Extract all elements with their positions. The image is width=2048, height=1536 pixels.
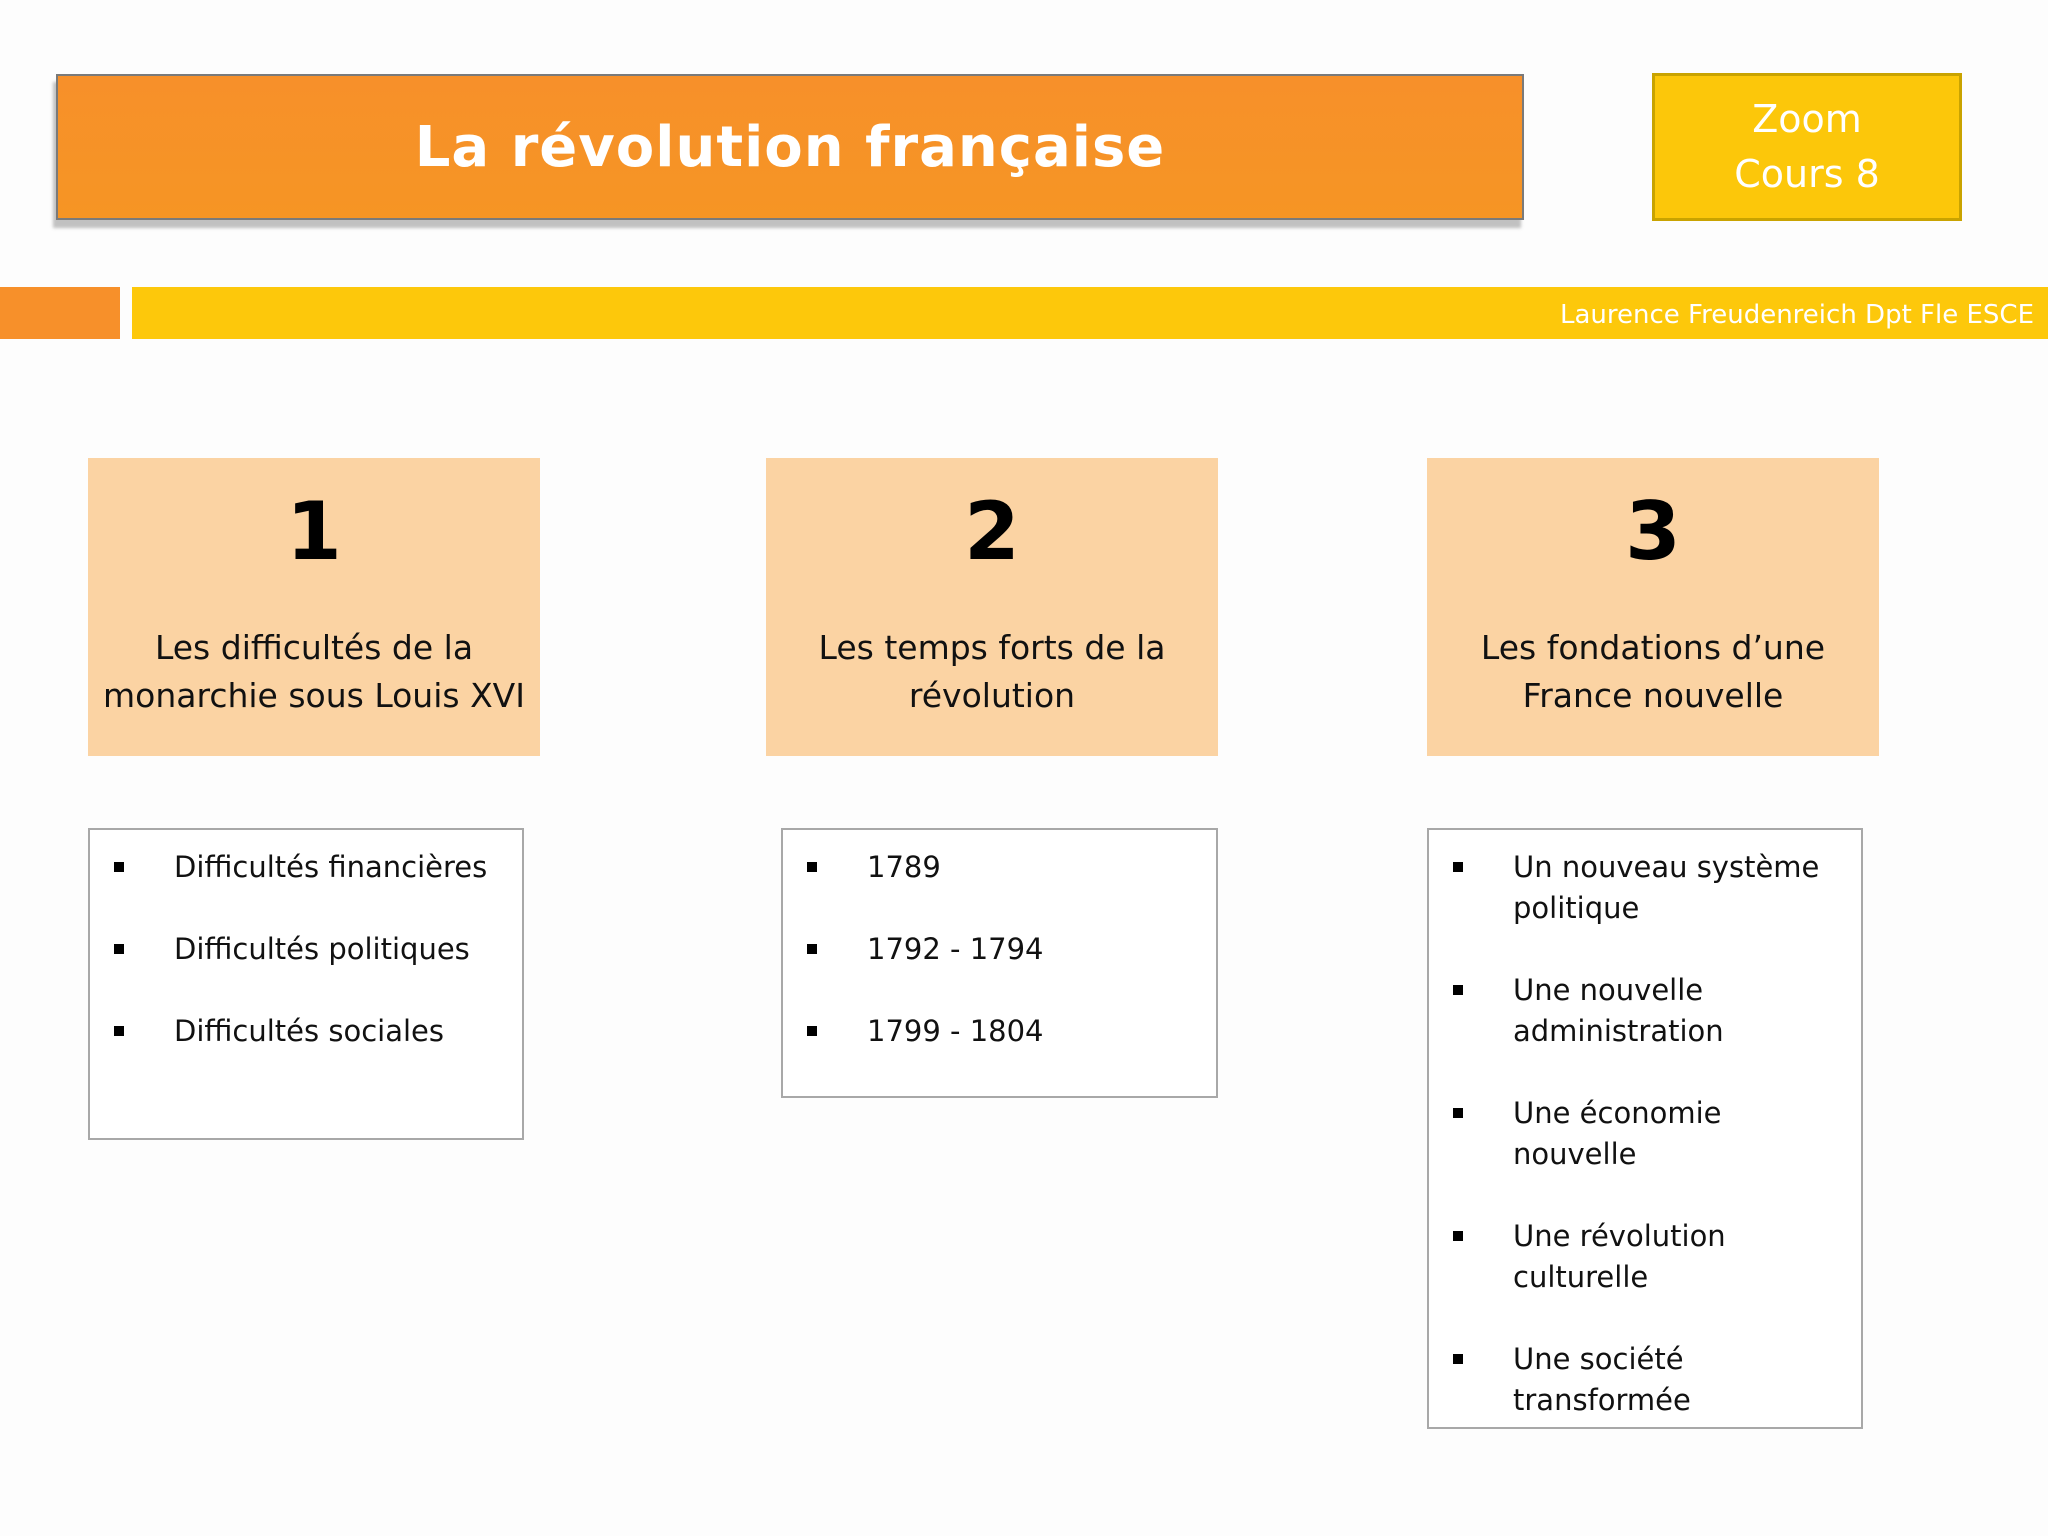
section-title	[98, 624, 530, 720]
section-number: 2	[964, 485, 1020, 578]
section-header-2	[766, 458, 1218, 756]
bullet-icon	[1453, 1231, 1463, 1241]
list-item-text: Difficultés politiques	[174, 932, 470, 966]
list-item	[1429, 847, 1851, 929]
list-item-text: 1799 - 1804	[867, 1014, 1044, 1048]
accent-band-yellow	[132, 287, 2048, 339]
list-item	[783, 847, 1216, 888]
list-item	[1429, 1339, 1851, 1421]
list-item-text: Une nouvelle administration	[1513, 973, 1724, 1048]
author-credit: Laurence Freudenreich Dpt Fle ESCE	[1560, 300, 2034, 330]
bullet-icon	[1453, 1354, 1463, 1364]
bullet-icon	[807, 862, 817, 872]
bullet-icon	[114, 944, 124, 954]
bullet-icon	[1453, 1108, 1463, 1118]
list-item-text: Une économie nouvelle	[1513, 1096, 1722, 1171]
section-list-2	[781, 828, 1218, 1098]
section-title-line: Les temps forts de la	[818, 628, 1166, 667]
section-header-3	[1427, 458, 1879, 756]
section-title-line: Les fondations d’une	[1480, 628, 1826, 667]
list-item	[90, 847, 522, 888]
section-title	[776, 624, 1208, 720]
accent-band-orange	[0, 287, 120, 339]
section-header-1	[88, 458, 540, 756]
bullet-icon	[114, 1026, 124, 1036]
page-title: La révolution française	[414, 114, 1166, 180]
section-title-line: France nouvelle	[1522, 676, 1784, 715]
title-banner	[56, 74, 1524, 220]
bullet-icon	[114, 862, 124, 872]
bullet-icon	[1453, 862, 1463, 872]
section-list-1	[88, 828, 524, 1140]
list-item-text: Difficultés financières	[174, 850, 488, 884]
list-item	[783, 929, 1216, 970]
list-item-text: Un nouveau système politique	[1513, 850, 1820, 925]
list-item-text: Une révolution culturelle	[1513, 1219, 1726, 1294]
section-title-line: Les difficultés de la	[154, 628, 474, 667]
list-item	[1429, 1216, 1851, 1298]
bullet-icon	[1453, 985, 1463, 995]
list-item	[783, 1011, 1216, 1052]
section-number: 3	[1625, 485, 1681, 578]
zoom-label: Zoom	[1752, 97, 1862, 141]
section-title	[1437, 624, 1869, 720]
section-title-line: monarchie sous Louis XVI	[103, 676, 525, 715]
list-item	[90, 1011, 522, 1052]
list-item	[1429, 970, 1851, 1052]
list-item	[1429, 1093, 1851, 1175]
list-item	[90, 929, 522, 970]
bullet-icon	[807, 944, 817, 954]
list-item-text: 1789	[867, 850, 941, 884]
section-list-3	[1427, 828, 1863, 1429]
list-item-text: 1792 - 1794	[867, 932, 1044, 966]
section-number: 1	[286, 485, 342, 578]
list-item-text: Difficultés sociales	[174, 1014, 444, 1048]
course-label: Cours 8	[1734, 152, 1880, 196]
list-item-text: Une société transformée	[1513, 1342, 1691, 1417]
zoom-badge	[1652, 73, 1962, 221]
bullet-icon	[807, 1026, 817, 1036]
section-title-line: révolution	[908, 676, 1076, 715]
